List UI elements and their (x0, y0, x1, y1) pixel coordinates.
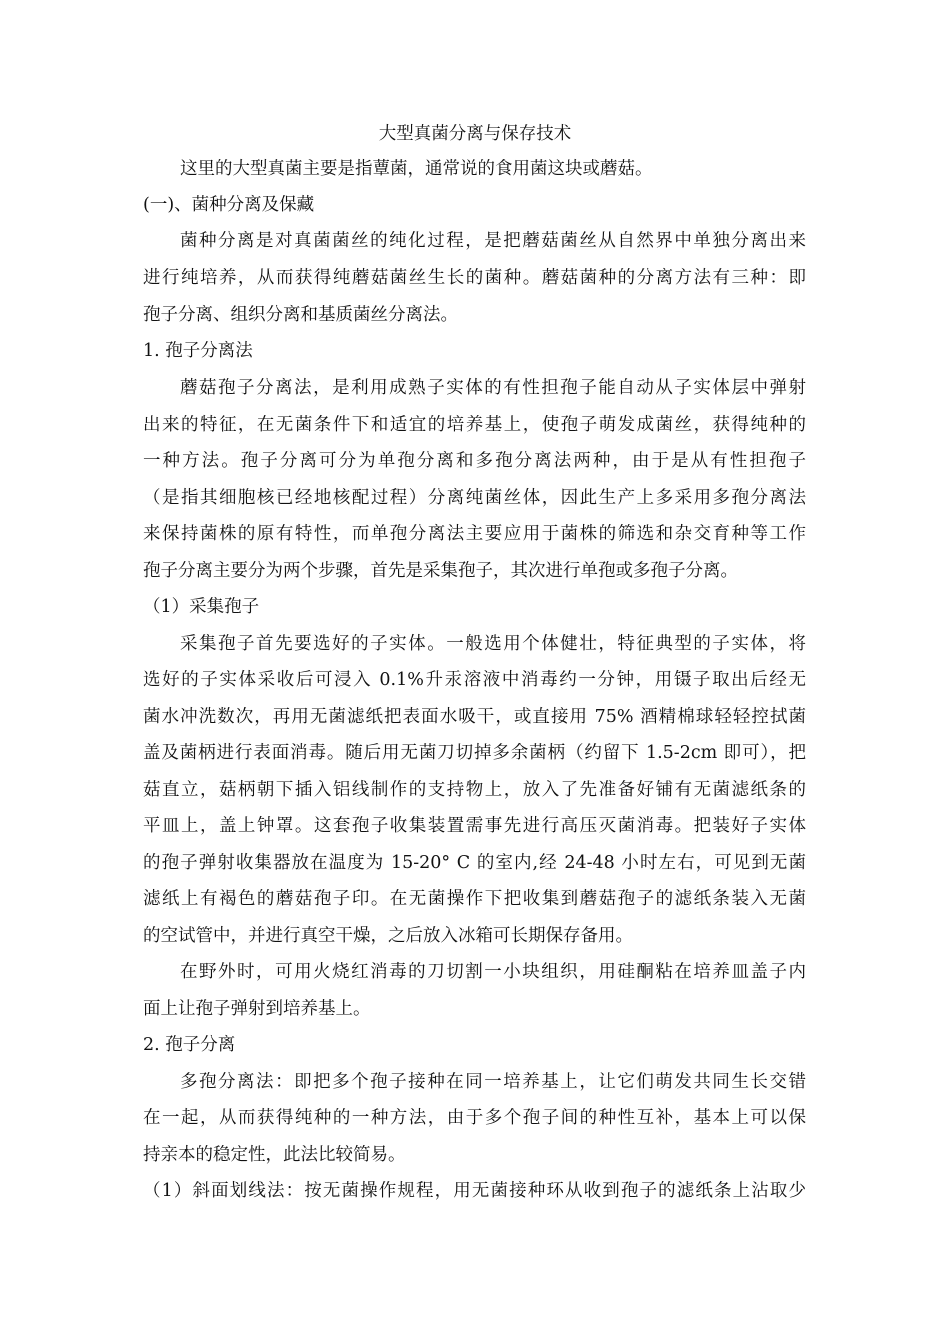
paragraph-line: 菌种分离是对真菌菌丝的纯化过程，是把蘑菇菌丝从自然界中单独分离出来 (180, 231, 806, 251)
paragraph-line: 多孢分离法：即把多个孢子接种在同一培养基上，让它们萌发共同生长交错 (180, 1072, 806, 1092)
paragraph-line: 蘑菇孢子分离法，是利用成熟子实体的有性担孢子能自动从子实体层中弹射 (180, 378, 806, 398)
paragraph-line: 孢子分离主要分为两个步骤，首先是采集孢子，其次进行单孢或多孢子分离。 (143, 561, 738, 581)
paragraph-line: 滤纸上有褐色的蘑菇孢子印。在无菌操作下把收集到蘑菇孢子的滤纸条装入无菌 (143, 889, 806, 909)
paragraph-line: 在野外时，可用火烧红消毒的刀切割一小块组织，用硅酮粘在培养皿盖子内 (180, 962, 806, 982)
paragraph-line: 的孢子弹射收集器放在温度为 15-20° C 的室内,经 24-48 小时左右，可见到无菌 (143, 853, 806, 873)
paragraph-line: 出来的特征，在无菌条件下和适宜的培养基上，使孢子萌发成菌丝，获得纯种的 (143, 415, 806, 435)
document-title: 大型真菌分离与保存技术 (378, 124, 572, 144)
paragraph-line: 进行纯培养，从而获得纯蘑菇菌丝生长的菌种。蘑菇菌种的分离方法有三种：即 (143, 268, 806, 288)
paragraph-line: 盖及菌柄进行表面消毒。随后用无菌刀切掉多余菌柄（约留下 1.5-2cm 即可），把 (143, 743, 806, 763)
paragraph-line: 平皿上，盖上钟罩。这套孢子收集装置需事先进行高压灭菌消毒。把装好子实体 (143, 816, 806, 836)
paragraph-line: 在一起，从而获得纯种的一种方法，由于多个孢子间的种性互补，基本上可以保 (143, 1108, 806, 1128)
paragraph-line: 面上让孢子弹射到培养基上。 (143, 999, 371, 1019)
subsection-heading: （1）采集孢子 (143, 597, 260, 617)
paragraph-line: （是指其细胞核已经地核配过程）分离纯菌丝体，因此生产上多采用多孢分离法 (143, 488, 806, 508)
paragraph-line: 的空试管中，并进行真空干燥，之后放入冰箱可长期保存备用。 (143, 926, 633, 946)
paragraph-line: （1）斜面划线法：按无菌操作规程，用无菌接种环从收到孢子的滤纸条上沾取少 (143, 1181, 806, 1201)
paragraph-line: 孢子分离、组织分离和基质菌丝分离法。 (143, 305, 458, 325)
section-heading: (一)、菌种分离及保藏 (143, 195, 315, 215)
subsection-heading: 2. 孢子分离 (143, 1035, 236, 1055)
paragraph-line: 这里的大型真菌主要是指蕈菌，通常说的食用菌这块或蘑菇。 (180, 159, 653, 179)
subsection-heading: 1. 孢子分离法 (143, 341, 253, 361)
paragraph-line: 一种方法。孢子分离可分为单孢分离和多孢分离法两种，由于是从有性担孢子 (143, 451, 806, 471)
paragraph-line: 菌水冲洗数次，再用无菌滤纸把表面水吸干，或直接用 75% 酒精棉球轻轻控拭菌 (143, 707, 806, 727)
paragraph-line: 选好的子实体采收后可浸入 0.1%升汞溶液中消毒约一分钟，用镊子取出后经无 (143, 670, 806, 690)
paragraph-line: 菇直立，菇柄朝下插入铝线制作的支持物上，放入了先准备好铺有无菌滤纸条的 (143, 780, 806, 800)
paragraph-line: 持亲本的稳定性，此法比较简易。 (143, 1145, 406, 1165)
paragraph-line: 采集孢子首先要选好的子实体。一般选用个体健壮，特征典型的子实体，将 (180, 634, 806, 654)
paragraph-line: 来保持菌株的原有特性，而单孢分离法主要应用于菌株的筛选和杂交育种等工作 (143, 524, 806, 544)
